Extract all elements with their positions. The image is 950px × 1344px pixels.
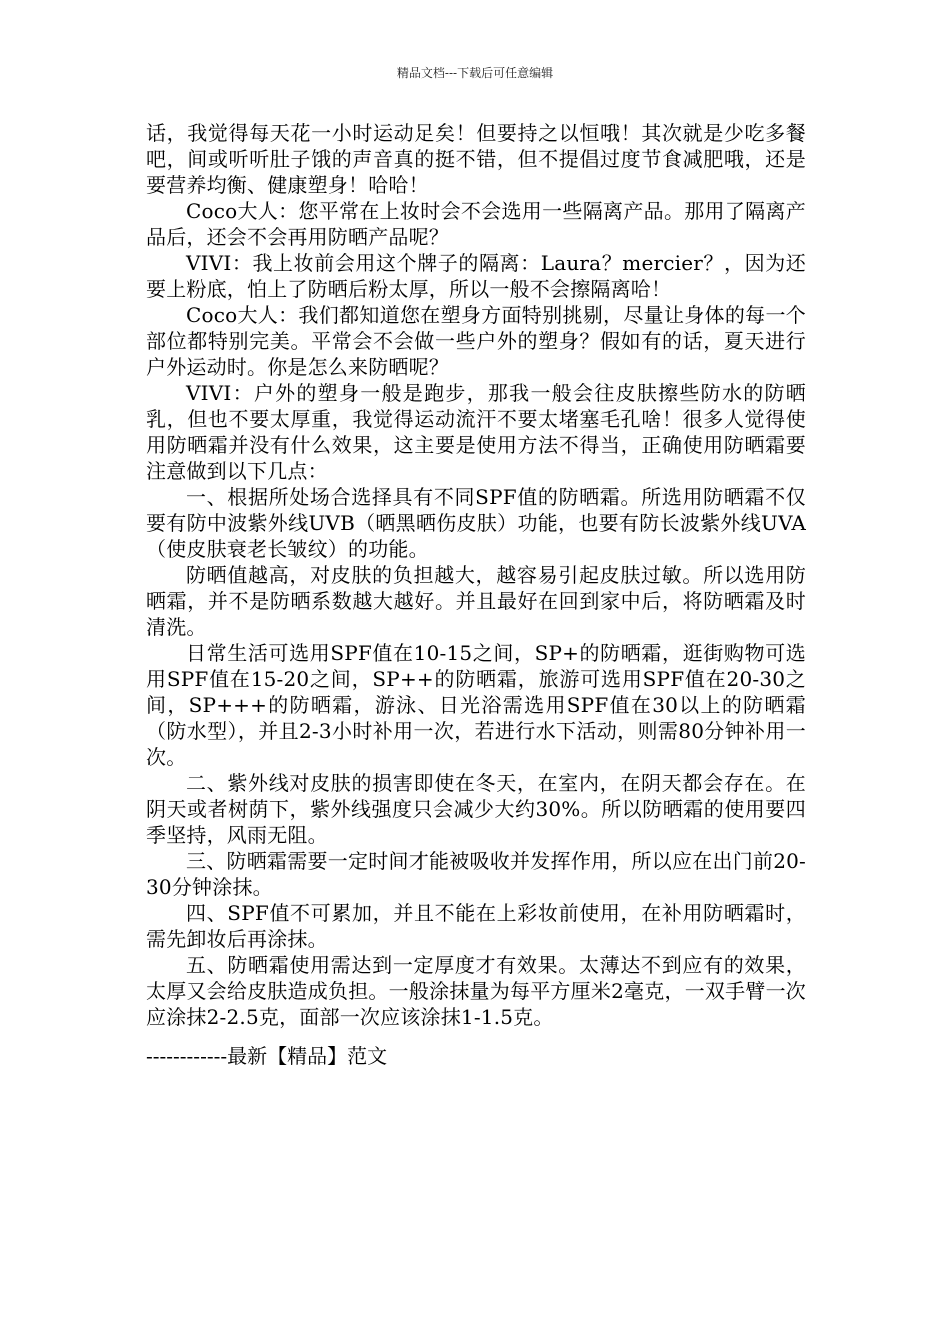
paragraph: Coco大人：我们都知道您在塑身方面特别挑剔，尽量让身体的每一个部位都特别完美。平常会不会做一些户外的塑身？假如有的话，夏天进行户外运动时。你是怎么来防晒呢？ xyxy=(146,303,806,379)
paragraph: 话，我觉得每天花一小时运动足矣！但要持之以恒哦！其次就是少吃多餐吧，间或听听肚子饿的声音真的挺不错，但不提倡过度节食减肥哦，还是要营养均衡、健康塑身！哈哈！ xyxy=(146,121,806,197)
paragraph: 三、防晒霜需要一定时间才能被吸收并发挥作用，所以应在出门前20-30分钟涂抹。 xyxy=(146,849,806,899)
paragraph: 一、根据所处场合选择具有不同SPF值的防晒霜。所选用防晒霜不仅要有防中波紫外线UVB（晒黑晒伤皮肤）功能，也要有防长波紫外线UVA（使皮肤衰老长皱纹）的功能。 xyxy=(146,485,806,561)
paragraph: Coco大人：您平常在上妆时会不会选用一些隔离产品。那用了隔离产品后，还会不会再用防晒产品呢？ xyxy=(146,199,806,249)
paragraph: 四、SPF值不可累加，并且不能在上彩妆前使用，在补用防晒霜时，需先卸妆后再涂抹。 xyxy=(146,901,806,951)
footer-line: ------------最新【精品】范文 xyxy=(146,1044,388,1068)
paragraph: 防晒值越高，对皮肤的负担越大，越容易引起皮肤过敏。所以选用防晒霜，并不是防晒系数越大越好。并且最好在回到家中后，将防晒霜及时清洗。 xyxy=(146,563,806,639)
document-body xyxy=(146,120,806,1030)
paragraph: VIVI：户外的塑身一般是跑步，那我一般会往皮肤擦些防水的防晒乳，但也不要太厚重，我觉得运动流汗不要太堵塞毛孔啥！很多人觉得使用防晒霜并没有什么效果，这主要是使用方法不得当，正确使用防晒霜要注意做到以下几点： xyxy=(146,381,806,483)
paragraph: 二、紫外线对皮肤的损害即使在冬天，在室内，在阴天都会存在。在阴天或者树荫下，紫外线强度只会减少大约30%。所以防晒霜的使用要四季坚持，风雨无阻。 xyxy=(146,771,806,847)
paragraph: VIVI：我上妆前会用这个牌子的隔离：Laura？mercier？，因为还要上粉底，怕上了防晒后粉太厚，所以一般不会擦隔离哈！ xyxy=(146,251,806,301)
page-header: 精品文档---下载后可任意编辑 xyxy=(396,66,554,80)
paragraph: 日常生活可选用SPF值在10-15之间，SP+的防晒霜，逛街购物可选用SPF值在15-20之间，SP++的防晒霜，旅游可选用SPF值在20-30之间，SP+++的防晒霜，游泳、日光浴需选用SPF值在30以上的防晒霜（防水型），并且2-3小时补用一次，若进行水下活动，则需80分钟补用一次。 xyxy=(146,641,806,769)
paragraph: 五、防晒霜使用需达到一定厚度才有效果。太薄达不到应有的效果，太厚又会给皮肤造成负担。一般涂抹量为每平方厘米2毫克，一双手臂一次应涂抹2-2.5克，面部一次应该涂抹1-1.5克。 xyxy=(146,953,806,1029)
